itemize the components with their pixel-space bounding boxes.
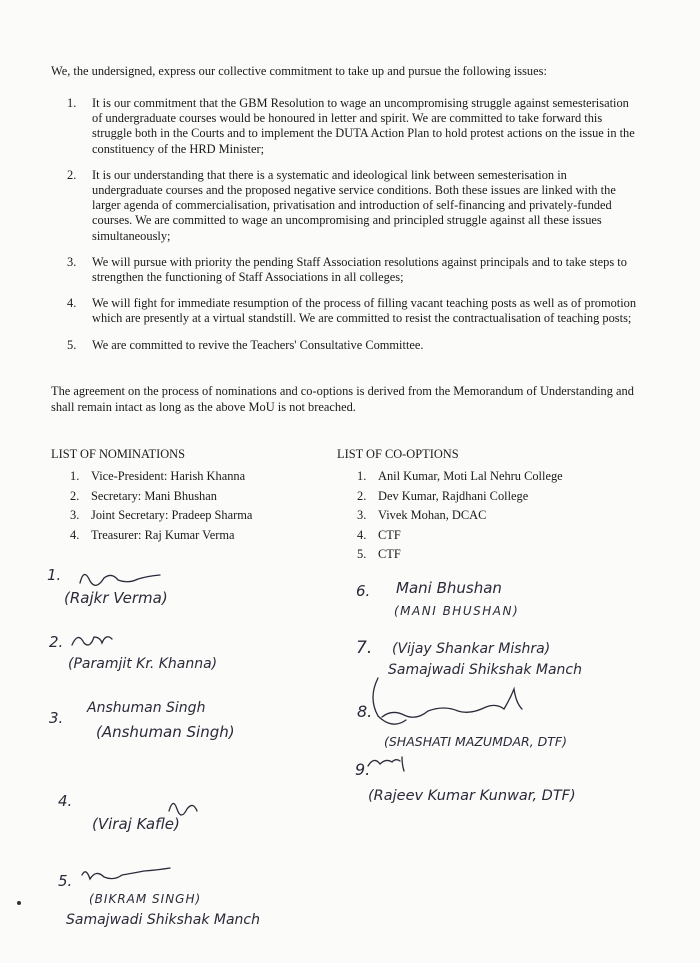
nomination-item: 4. Treasurer: Raj Kumar Verma [70, 527, 235, 542]
signature-9-name: (Rajeev Kumar Kunwar, DTF) [368, 788, 576, 804]
issue-item: 2. It is our understanding that there is a systematic and ideological link between semesterisation in undergraduate courses and the proposed negative service conditions. Both these issues are linked with the larger agenda of commercialisation, privatisation and introduction of self-financing and privately-funded courses. We are committed to wage an uncompromising and principled struggle against all these issues simultaneously; [67, 167, 616, 243]
signature-7-organisation: Samajwadi Shikshak Manch [388, 662, 582, 678]
ink-dot [17, 901, 21, 905]
signature-2-stroke [72, 637, 112, 645]
nomination-item: 2. Secretary: Mani Bhushan [70, 488, 217, 503]
signature-5-organisation: Samajwadi Shikshak Manch [66, 912, 260, 928]
cooption-item: 3. Vivek Mohan, DCAC [357, 508, 487, 522]
signature-4-stroke [169, 803, 197, 815]
cooption-item: 2. Dev Kumar, Rajdhani College [357, 488, 529, 503]
signature-6-signature: Mani Bhushan [396, 579, 502, 597]
signature-5-number: 5. [58, 872, 73, 890]
signature-7-stroke [373, 678, 406, 724]
signature-2-name: (Paramjit Kr. Khanna) [68, 656, 218, 672]
issue-item: 3. We will pursue with priority the pending Staff Association resolutions against principals and to take steps to strengthen the functioning of Staff Associations in all colleges; [67, 254, 627, 285]
signature-6-name: (MANI BHUSHAN) [394, 604, 520, 618]
signature-8-name: (SHASHATI MAZUMDAR, DTF) [384, 734, 568, 749]
signature-5-name: (BIKRAM SINGH) [89, 892, 202, 906]
nomination-item: 1. Vice-President: Harish Khanna [70, 469, 246, 483]
intro-text: We, the undersigned, express our collective commitment to take up and pursue the following issues: [51, 64, 547, 78]
signature-5-stroke [82, 868, 170, 879]
signature-6-number: 6. [356, 582, 371, 600]
signature-1-stroke [80, 574, 160, 585]
signature-7-number: 7. [356, 638, 373, 658]
issue-item: 5. We are committed to revive the Teachers' Consultative Committee. [67, 337, 424, 352]
issue-item: 4. We will fight for immediate resumption of the process of filling vacant teaching posts as well as of promotion which are presently at a virtual standstill. We are committed to resist the contractualisation of teaching posts; [67, 296, 637, 326]
nomination-item: 3. Joint Secretary: Pradeep Sharma [70, 508, 253, 522]
agreement-paragraph: The agreement on the process of nominations and co-options is derived from the Memorandum of Understanding and shall remain intact as long as the above MoU is not breached. [51, 384, 634, 414]
signature-1-name: (Rajkr Verma) [64, 589, 168, 607]
cooption-item: 4. CTF [357, 527, 401, 542]
cooption-item: 1. Anil Kumar, Moti Lal Nehru College [357, 469, 563, 483]
signature-7-name: (Vijay Shankar Mishra) [392, 641, 551, 657]
signature-3-signature: Anshuman Singh [87, 700, 206, 716]
signature-1-number: 1. [47, 566, 62, 584]
signature-2-number: 2. [49, 633, 64, 651]
signature-4-name: (Viraj Kafle) [92, 815, 180, 833]
issue-item: 1. It is our commitment that the GBM Resolution to wage an uncompromising struggle against semesterisation of undergraduate courses would be honoured in letter and spirit. We are committed to take forward this struggle both in the Courts and to implement the DUTA Action Plan to hold protest actions on the issue in the constituency of the HRD Minister; [67, 96, 635, 156]
signature-4-number: 4. [58, 792, 73, 810]
signature-8-number: 8. [357, 702, 373, 721]
signature-9-number: 9. [355, 760, 371, 779]
signature-3-number: 3. [49, 709, 64, 727]
signature-8-stroke [382, 689, 522, 717]
cooption-item: 5. CTF [357, 547, 401, 561]
signature-9-stroke [368, 757, 404, 771]
signature-3-name: (Anshuman Singh) [96, 723, 235, 741]
cooptions-heading: LIST OF CO-OPTIONS [337, 447, 459, 461]
nominations-heading: LIST OF NOMINATIONS [51, 447, 186, 461]
